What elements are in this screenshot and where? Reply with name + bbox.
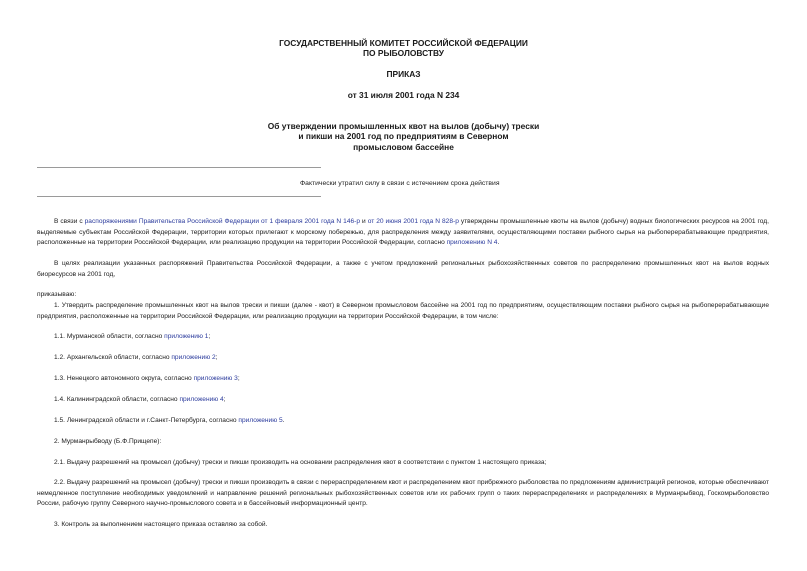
link-appendix-4[interactable]: приложению 4	[179, 396, 224, 403]
subitem-1-3-text: 1.3. Ненецкого автономного округа, согласно	[54, 375, 194, 382]
preamble-text-1: В связи с	[54, 218, 85, 225]
item-2-1: 2.1. Выдачу разрешений на промысел (добычу) трески и пикши производить на основании распределения квот в соответствии с пунктом 1 настоящего приказа;	[54, 459, 547, 466]
subitem-1-4-text: 1.4. Калининградской области, согласно	[54, 396, 180, 403]
link-appendix-1[interactable]: приложению 1	[164, 333, 209, 340]
item-1: 1. Утвердить распределение промышленных квот на вылов трески и пикши (далее - квот) в Северном промысловом бассейне на 2001 год по предприятиям, осуществляющим поставки рыбного сырья на рыбоперерабатывающие предприятия, расположенные на территории Российской Федерации, или реализацию продукции на территории Российской Федерации, в том числе:	[37, 302, 769, 320]
paragraph-preamble	[37, 217, 769, 249]
link-appendix-2[interactable]: приложению 2	[171, 354, 216, 361]
subitem-1-1-text: 1.1. Мурманской области, согласно	[54, 333, 165, 340]
link-appendix-4-main[interactable]: приложению N 4	[446, 239, 498, 247]
link-appendix-3[interactable]: приложению 3	[193, 375, 238, 382]
doc-title-line-1: Об утверждении промышленных квот на вылов (добычу) трески	[267, 121, 540, 131]
subitem-1-2-text: 1.2. Архангельской области, согласно	[54, 354, 172, 361]
subitem-1-1	[54, 332, 210, 343]
divider-top	[37, 167, 321, 168]
preamble-text-3: утверждены промышленные квоты на вылов (добычу) водных биологических ресурсов на 2001 год, выделяемые субъектам Российской Федерации, территории которых прилегают к морскому побережью, для распределения между заявителями, осуществляющими поставки рыбного сырья на рыбоперерабатывающие предприятия, расположенные на территории Российской Федерации, или реализацию продукции на территории Российской Федерации, согласно	[37, 218, 769, 247]
link-appendix-5[interactable]: приложению 5	[238, 417, 283, 424]
item-3: 3. Контроль за выполнением настоящего приказа оставляю за собой.	[54, 521, 268, 528]
subitem-1-3-end: ;	[237, 375, 240, 382]
doc-title-line-2: и пикши на 2001 год по предприятиям в Северном	[298, 131, 509, 141]
preamble-text-2: и	[360, 218, 368, 225]
subitem-1-3	[54, 374, 240, 385]
subitem-1-4	[54, 395, 226, 406]
link-order-828r[interactable]: от 20 июня 2001 года N 828-р	[367, 218, 459, 225]
status-note: Фактически утратил силу в связи с истечением срока действия	[300, 180, 500, 187]
doc-date: от 31 июля 2001 года N 234	[347, 90, 460, 100]
divider-bottom	[37, 196, 321, 197]
subitem-1-5-text: 1.5. Ленинградской области и г.Санкт-Петербурга, согласно	[54, 417, 239, 424]
subitem-1-2-end: ;	[215, 354, 218, 361]
link-order-146r[interactable]: распоряжениями Правительства Российской Федерации от 1 февраля 2001 года N 146-р	[84, 218, 361, 225]
subitem-1-4-end: ;	[223, 396, 226, 403]
preamble-text-4: .	[497, 239, 500, 247]
item-2-2: 2.2. Выдачу разрешений на промысел (добычу) трески и пикши производить в связи с перераспределением квот и распределением квот прибрежного рыболовства по предложениям администраций регионов, которые обеспечивают немедленное поступление необходимых уведомлений и направление решений региональных рыбохозяйственных советов или их рабочих групп о таких перераспределениях и распределениях в Мурманрыбвод, Госкомрыболовство России, рабочую группу Северного научно-промыслового совета и в бассейновый информационный центр.	[37, 479, 769, 508]
org-line-2: ПО РЫБОЛОВСТВУ	[363, 48, 444, 58]
subitem-1-5	[54, 416, 285, 427]
order-word: приказываю:	[37, 291, 77, 298]
doc-type: ПРИКАЗ	[386, 69, 421, 79]
doc-title-line-3: промысловом бассейне	[353, 142, 454, 152]
paragraph-purpose: В целях реализации указанных распоряжений Правительства Российской Федерации, а также с учетом предложений региональных рыбохозяйственных советов по распределению промышленных квот на вылов водных биоресурсов на 2001 год,	[37, 260, 769, 278]
item-2: 2. Мурманрыбводу (Б.Ф.Прищепе):	[54, 438, 162, 445]
subitem-1-1-end: ;	[208, 333, 211, 340]
org-line-1: ГОСУДАРСТВЕННЫЙ КОМИТЕТ РОССИЙСКОЙ ФЕДЕРАЦИИ	[279, 38, 528, 48]
subitem-1-2	[54, 353, 218, 364]
subitem-1-5-end: .	[282, 417, 285, 424]
